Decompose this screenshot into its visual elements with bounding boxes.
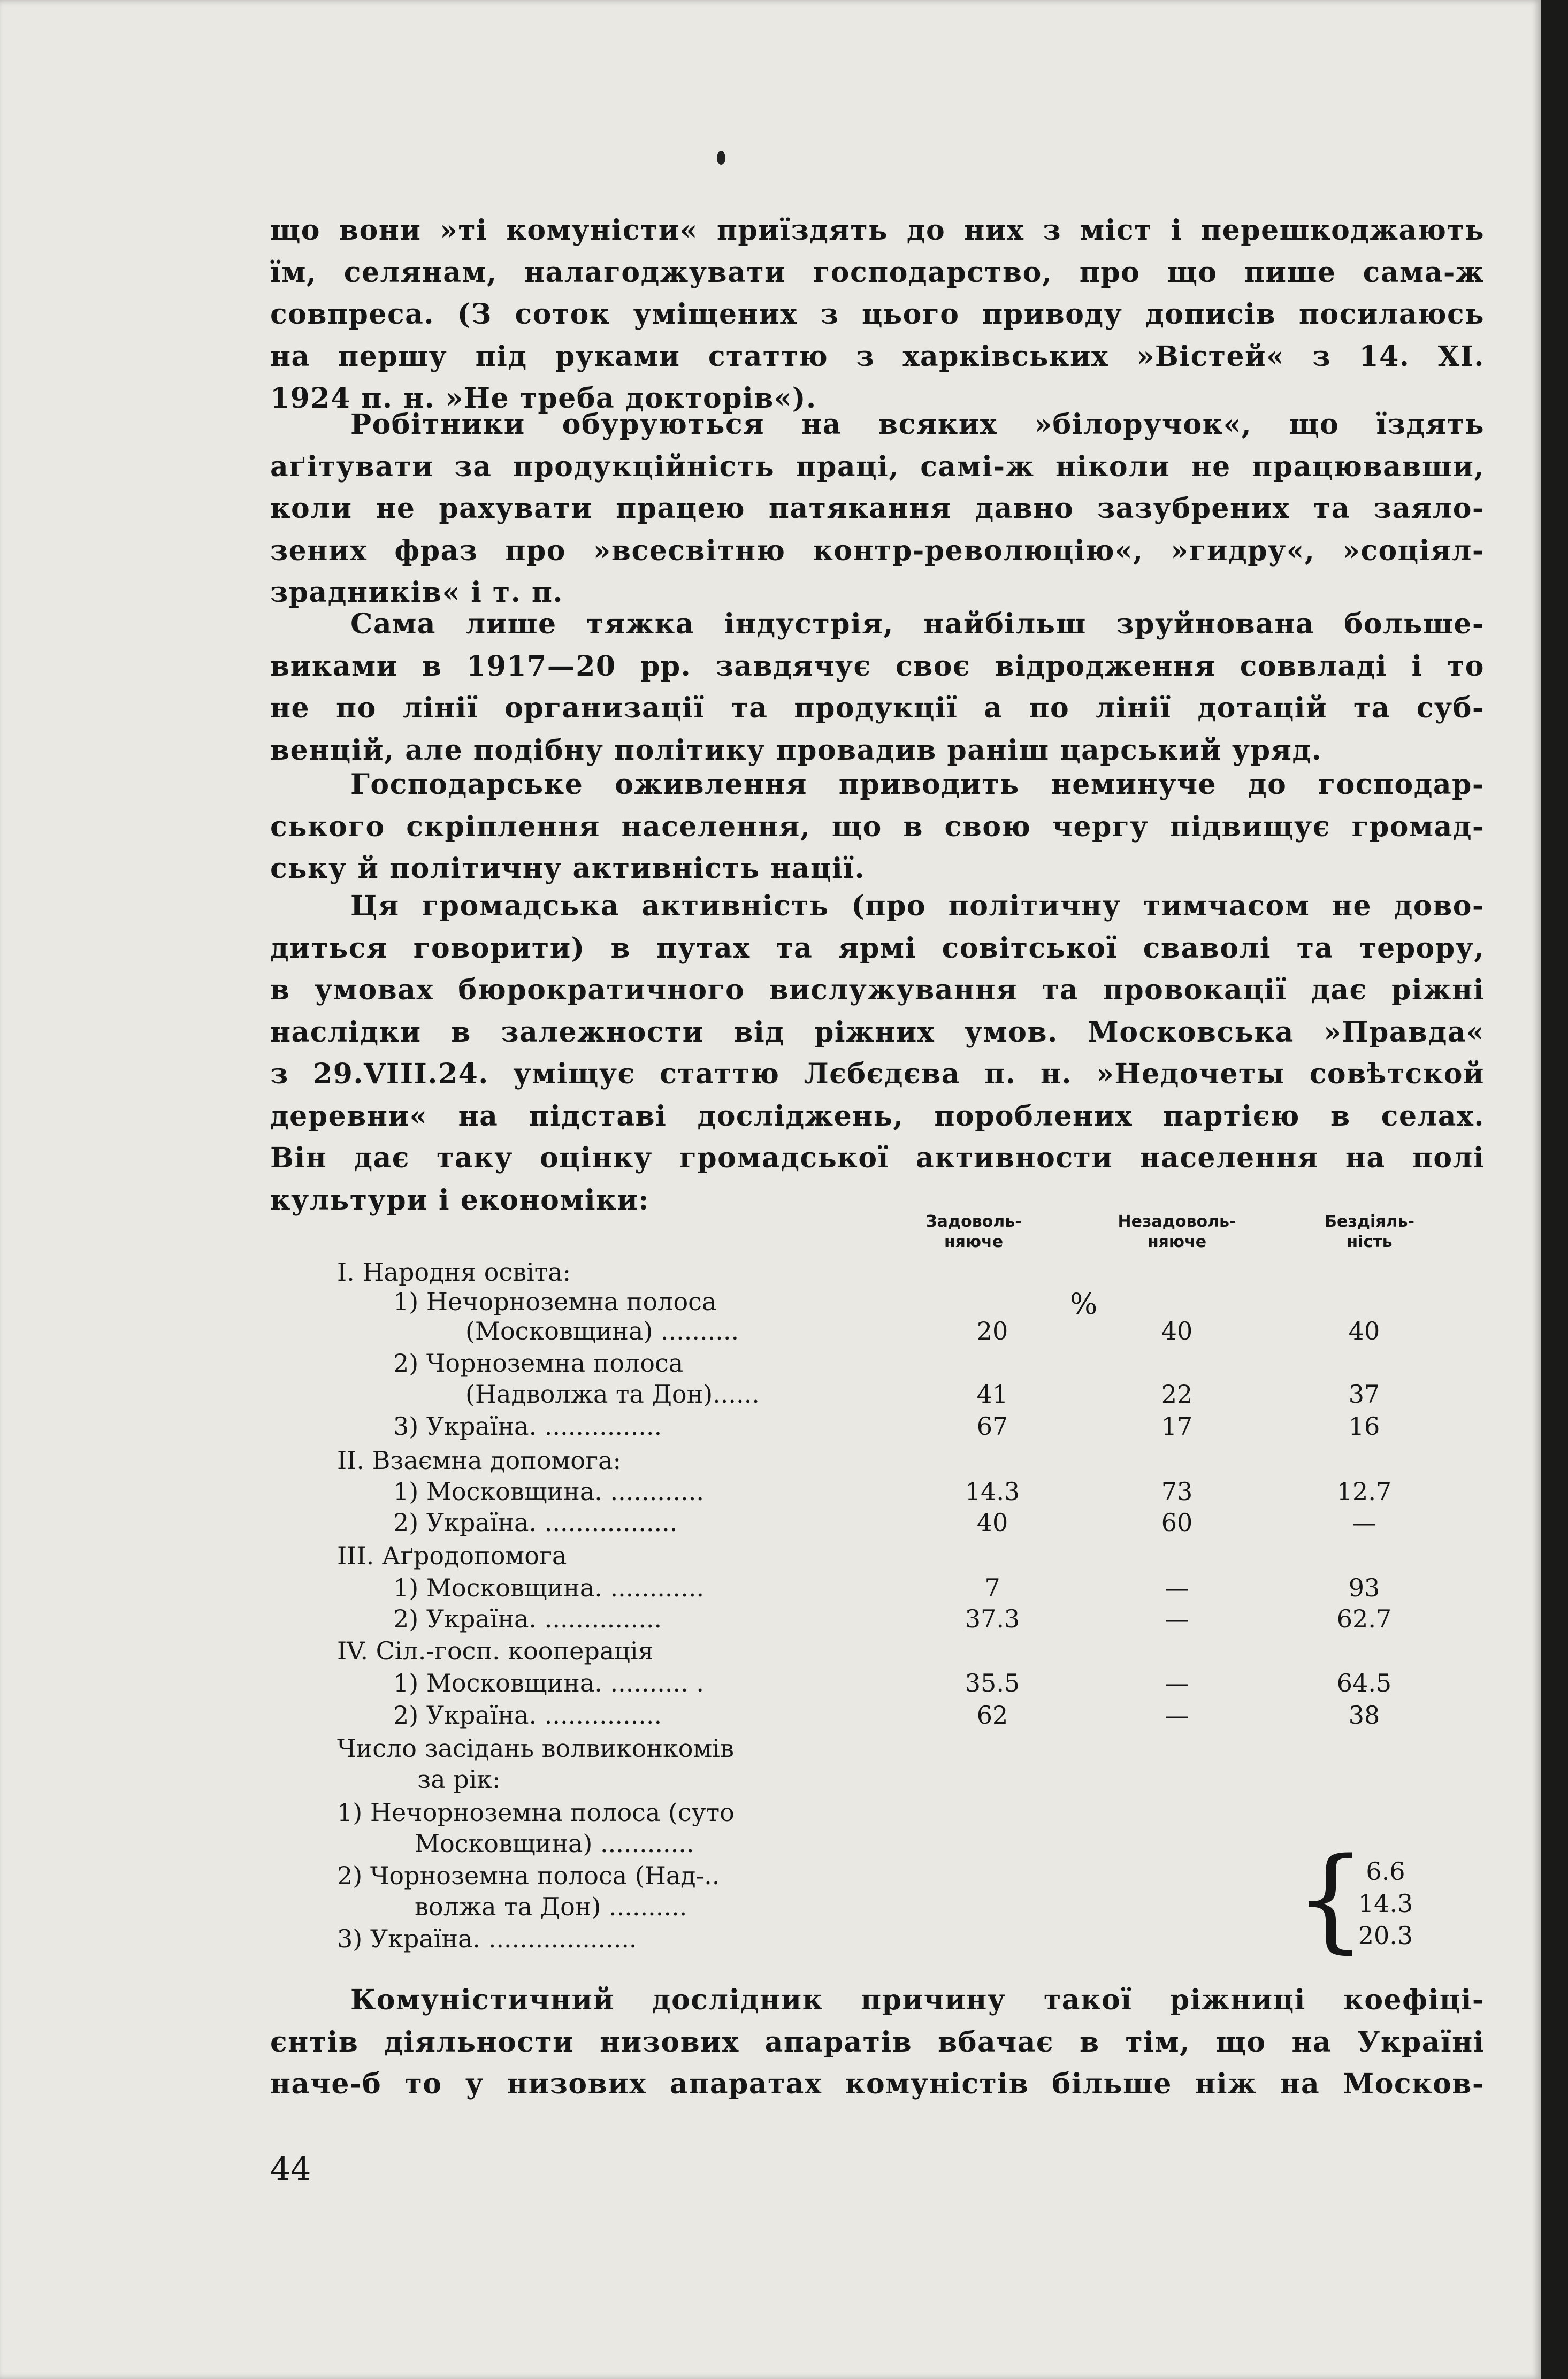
value-cell: 7 — [984, 1573, 1000, 1602]
text-line: виками в 1917—20 рр. завдячує своє відродження соввладі і то — [270, 649, 1485, 683]
meetings-item: Московщина) ............ — [415, 1829, 694, 1858]
section-title: IV. Сіл.-госп. кооперація — [337, 1636, 654, 1665]
value-cell: 20 — [976, 1317, 1008, 1345]
text-line: диться говорити) в путах та ярмі совітської сваволі та терору, — [270, 931, 1485, 965]
text-line: зених фраз про »всесвітню контр-революцію«, »гидру«, »соціял- — [270, 534, 1485, 567]
section-title: II. Взаємна допомога: — [337, 1446, 622, 1475]
column-header-satisfactory — [909, 1212, 1038, 1252]
brace: { — [1295, 1833, 1366, 1964]
value-cell: 14.3 — [1358, 1889, 1413, 1918]
text-line: Робітники обуруються на всяких »білоручок«, що їздять — [350, 408, 1485, 441]
text-line: коли не рахувати працею патякання давно зазубрених та заяло- — [270, 492, 1485, 525]
value-cell: 20.3 — [1358, 1921, 1413, 1950]
percent-sign: % — [1070, 1287, 1098, 1321]
value-cell: — — [1352, 1508, 1376, 1537]
meetings-item: волжа та Дон) .......... — [415, 1892, 687, 1921]
row-label: (Надволжа та Дон)...... — [465, 1380, 760, 1409]
header-line: Задоволь- — [925, 1212, 1022, 1231]
value-cell: — — [1165, 1701, 1189, 1730]
ink-dot — [717, 151, 725, 165]
section-title: I. Народня освіта: — [337, 1258, 571, 1287]
row-label: 2) Україна. ............... — [393, 1604, 662, 1633]
value-cell: 14.3 — [965, 1477, 1020, 1506]
text-line: в умовах бюрократичного вислужування та провокації дає ріжні — [270, 974, 1485, 1006]
value-cell: 93 — [1348, 1573, 1380, 1602]
row-label: 3) Україна. ............... — [393, 1412, 662, 1441]
value-cell: — — [1165, 1573, 1189, 1602]
value-cell: 16 — [1348, 1412, 1380, 1441]
value-cell: 60 — [1161, 1508, 1193, 1537]
page-number: 44 — [270, 2151, 311, 2188]
paragraph-2 — [270, 404, 1485, 614]
value-cell: 6.6 — [1366, 1857, 1405, 1886]
text-line: зрадників« і т. п. — [270, 576, 564, 609]
value-cell: 17 — [1161, 1412, 1193, 1441]
text-line: Ця громадська активність (про політичну тимчасом не дово- — [350, 890, 1485, 922]
value-cell: 12.7 — [1336, 1477, 1392, 1506]
row-label: 2) Україна. ............... — [393, 1701, 662, 1730]
value-cell: 40 — [976, 1508, 1008, 1537]
row-label: (Московщина) .......... — [465, 1317, 739, 1345]
text-line: ську й політичну активність нації. — [270, 852, 866, 885]
paragraph-4 — [270, 764, 1485, 890]
header-line: Незадоволь- — [1118, 1212, 1236, 1231]
text-line: єнтів діяльности низових апаратів вбачає в тім, що на Україні — [270, 2025, 1485, 2059]
row-label: 2) Україна. ................. — [393, 1508, 678, 1537]
header-line: няюче — [944, 1233, 1004, 1251]
value-cell: 64.5 — [1336, 1669, 1392, 1697]
value-cell: 62 — [976, 1701, 1008, 1730]
value-cell: 35.5 — [965, 1669, 1020, 1697]
value-cell: 37.3 — [965, 1604, 1020, 1633]
row-label: 2) Чорноземна полоса — [393, 1349, 684, 1378]
value-cell: — — [1165, 1604, 1189, 1633]
row-label: 1) Нечорноземна полоса — [393, 1287, 717, 1316]
page-edge — [1541, 0, 1568, 2379]
header-line: няюче — [1147, 1233, 1207, 1251]
text-line: що вони »ті комуністи« приїздять до них з міст і перешкоджають — [270, 214, 1485, 247]
value-cell: — — [1165, 1669, 1189, 1697]
meetings-title: Число засідань волвиконкомів — [337, 1734, 734, 1763]
value-cell: 22 — [1161, 1380, 1193, 1409]
value-cell: 41 — [976, 1380, 1008, 1409]
text-line: наслідки в залежности від ріжних умов. Московська »Правда« — [270, 1015, 1485, 1049]
row-label: 1) Московщина. ............ — [393, 1573, 704, 1602]
text-line: їм, селянам, налагоджувати господарство, про що пише сама-ж — [270, 256, 1485, 289]
text-line: Господарське оживлення приводить неминуче до господар- — [350, 768, 1485, 801]
meetings-item: 1) Нечорноземна полоса (суто — [337, 1798, 735, 1827]
text-line: на першу під руками статтю з харківських »Вістей« з 14. XI. — [270, 340, 1485, 373]
text-line: Сама лише тяжка індустрія, найбільш зруйнована больше- — [350, 608, 1485, 640]
text-line: совпреса. (З соток уміщених з цього приводу дописів посилаюсь — [270, 298, 1485, 331]
paragraph-6 — [270, 1979, 1485, 2106]
paragraph-5 — [270, 885, 1485, 1221]
meetings-item: 2) Чорноземна полоса (Над-.. — [337, 1861, 720, 1890]
row-label: 1) Московщина. ............ — [393, 1477, 704, 1506]
row-label: 1) Московщина. .......... . — [393, 1669, 704, 1697]
value-cell: 73 — [1161, 1477, 1193, 1506]
value-cell: 37 — [1348, 1380, 1380, 1409]
text-line: Комуністичний дослідник причину такої ріжниці коефіці- — [350, 1984, 1485, 2016]
column-header-unsatisfactory — [1097, 1212, 1257, 1252]
value-cell: 62.7 — [1336, 1604, 1392, 1633]
text-line: венцій, але подібну політику провадив раніш царський уряд. — [270, 733, 1322, 767]
text-line: ського скріплення населення, що в свою чергу підвищує громад- — [270, 810, 1485, 843]
header-line: ність — [1347, 1233, 1393, 1251]
text-line: культури і економіки: — [270, 1183, 649, 1217]
text-line: деревни« на підставі досліджень, пороблених партією в селах. — [270, 1099, 1485, 1133]
text-line: 1924 п. н. »Не треба докторів«). — [270, 382, 817, 415]
header-line: Бездіяль- — [1325, 1212, 1414, 1231]
paragraph-1 — [270, 210, 1485, 420]
section-title: III. Аґродопомога — [337, 1541, 567, 1570]
text-line: не по лінії организації та продукції а по лінії дотацій та суб- — [270, 692, 1485, 724]
value-cell: 67 — [976, 1412, 1008, 1441]
meetings-subtitle: за рік: — [417, 1765, 501, 1794]
text-line: аґітувати за продукційність праці, самі-ж ніколи не працювавши, — [270, 450, 1485, 483]
value-cell: 40 — [1161, 1317, 1193, 1345]
text-line: з 29.VIII.24. уміщує статтю Лєбєдєва п. н. »Недочеты совѣтской — [270, 1058, 1485, 1090]
value-cell: 38 — [1348, 1701, 1380, 1730]
meetings-item: 3) Україна. ................... — [337, 1924, 637, 1953]
column-header-inactivity — [1305, 1212, 1434, 1252]
text-line: Він дає таку оцінку громадської активности населення на полі — [270, 1142, 1485, 1174]
paragraph-3 — [270, 603, 1485, 771]
value-cell: 40 — [1348, 1317, 1380, 1345]
text-line: наче-б то у низових апаратах комуністів більше ніж на Москов- — [270, 2068, 1485, 2100]
